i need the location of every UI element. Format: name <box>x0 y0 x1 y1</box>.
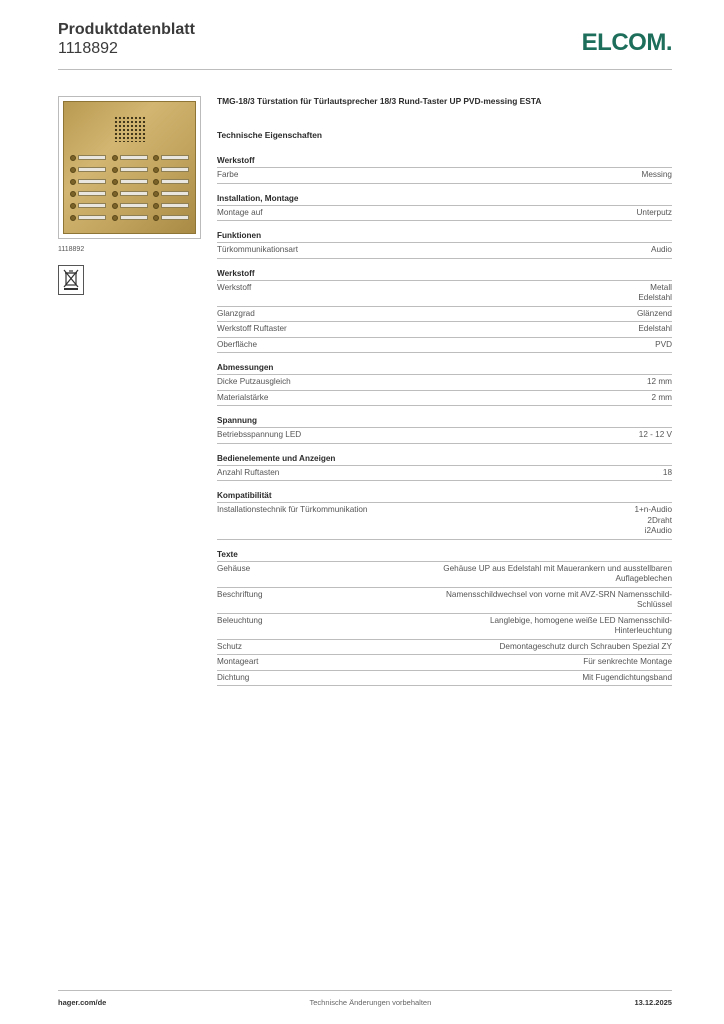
name-plate <box>120 167 148 172</box>
texte-section <box>217 550 672 687</box>
property-value-line: 12 mm <box>646 377 672 386</box>
property-value <box>638 324 672 335</box>
texte-label: Montageart <box>217 657 259 666</box>
texte-value-line: Hinterleuchtung <box>614 626 672 635</box>
round-button-icon <box>153 179 159 185</box>
texte-value-line: Schlüssel <box>636 600 672 609</box>
call-button-row <box>70 154 189 161</box>
section-title: Installation, Montage <box>217 194 672 206</box>
name-plate <box>78 167 106 172</box>
product-title: TMG-18/3 Türstation für Türlautsprecher 18/3 Rund-Taster UP PVD-messing ESTA <box>217 96 542 106</box>
name-plate <box>161 179 189 184</box>
round-button-icon <box>153 215 159 221</box>
name-plate <box>78 155 106 160</box>
property-value <box>642 170 673 181</box>
technical-properties-heading: Technische Eigenschaften <box>217 130 323 140</box>
call-button-row <box>70 190 189 197</box>
call-button <box>153 178 189 185</box>
call-button <box>112 214 148 221</box>
property-value <box>638 283 672 304</box>
texte-label: Schutz <box>217 641 243 651</box>
call-button <box>70 214 106 221</box>
round-button-icon <box>70 179 76 185</box>
texte-value <box>372 590 672 611</box>
section-title: Kompatibilität <box>217 491 672 503</box>
name-plate <box>78 191 106 196</box>
call-button-row <box>70 166 189 173</box>
round-button-icon <box>153 167 159 173</box>
property-value <box>639 430 672 441</box>
property-label: Glanzgrad <box>217 308 255 318</box>
property-label: Werkstoff <box>217 282 252 292</box>
property-section <box>217 454 672 482</box>
texte-value-line: Gehäuse UP aus Edelstahl mit Mauerankern und ausstellbaren <box>443 563 672 573</box>
section-title: Funktionen <box>217 231 672 243</box>
property-label: Farbe <box>217 170 239 179</box>
door-station-plate <box>63 101 196 234</box>
property-value <box>647 377 672 388</box>
texte-value <box>372 616 672 637</box>
name-plate <box>161 155 189 160</box>
texte-value <box>372 657 672 668</box>
round-button-icon <box>70 155 76 161</box>
property-sections <box>217 156 672 540</box>
page-footer <box>58 990 672 1007</box>
property-value-line: Edelstahl <box>638 293 672 302</box>
property-value-line: Metall <box>650 282 672 292</box>
name-plate <box>120 179 148 184</box>
name-plate <box>161 167 189 172</box>
name-plate <box>78 215 106 220</box>
round-button-icon <box>70 191 76 197</box>
section-title: Werkstoff <box>217 156 672 168</box>
property-section <box>217 363 672 406</box>
property-section <box>217 231 672 259</box>
texte-row <box>217 588 672 614</box>
texte-row <box>217 640 672 656</box>
call-button-row <box>70 214 189 221</box>
property-section <box>217 156 672 184</box>
call-button <box>112 190 148 197</box>
property-section <box>217 491 672 540</box>
property-value-line: Unterputz <box>636 207 672 217</box>
texte-value-line: Auflageblechen <box>615 574 672 583</box>
property-value <box>634 505 672 537</box>
texte-label: Beschriftung <box>217 589 263 599</box>
call-button <box>70 202 106 209</box>
texte-row <box>217 614 672 640</box>
page-header <box>58 20 672 70</box>
call-button <box>153 190 189 197</box>
texte-value-line: Demontageschutz durch Schrauben Spezial ZY <box>499 641 672 651</box>
property-label: Installationstechnik für Türkommunikation <box>217 505 368 514</box>
texte-value-line: Mit Fugendichtungsband <box>582 672 672 682</box>
product-image-column <box>58 96 201 295</box>
property-row <box>217 375 672 391</box>
elcom-logo: ELCOM. <box>581 29 672 56</box>
section-title: Abmessungen <box>217 363 672 375</box>
texte-label: Dichtung <box>217 672 250 682</box>
property-value <box>663 468 672 479</box>
texte-value <box>372 642 672 653</box>
name-plate <box>120 155 148 160</box>
call-button <box>70 178 106 185</box>
call-button <box>153 154 189 161</box>
document-title: Produktdatenblatt <box>58 21 195 38</box>
round-button-icon <box>112 179 118 185</box>
round-button-icon <box>112 215 118 221</box>
property-row <box>217 391 672 407</box>
document-number: 1118892 <box>58 40 118 57</box>
product-photo <box>58 96 201 239</box>
property-row <box>217 206 672 222</box>
property-value <box>652 393 672 404</box>
name-plate <box>120 215 148 220</box>
section-title: Texte <box>217 550 672 562</box>
property-label: Betriebsspannung LED <box>217 430 302 439</box>
property-value-line: 2 mm <box>651 392 672 402</box>
call-button-row <box>70 178 189 185</box>
name-plate <box>161 215 189 220</box>
property-label: Anzahl Ruftasten <box>217 467 280 477</box>
property-row <box>217 307 672 323</box>
property-row <box>217 243 672 259</box>
property-value <box>637 208 673 219</box>
photo-caption: 1118892 <box>58 246 85 253</box>
property-value-line: i2Audio <box>644 526 672 535</box>
name-plate <box>78 203 106 208</box>
property-value-line: PVD <box>655 339 672 349</box>
section-title: Bedienelemente und Anzeigen <box>217 454 672 466</box>
property-row <box>217 503 672 540</box>
property-label: Oberfläche <box>217 339 258 349</box>
property-label: Montage auf <box>217 207 263 217</box>
texte-value-line: Langlebige, homogene weiße LED Namensschild- <box>489 615 672 625</box>
product-details <box>217 96 672 696</box>
call-button-row <box>70 202 189 209</box>
property-label: Dicke Putzausgleich <box>217 377 291 386</box>
texte-label: Gehäuse <box>217 563 251 573</box>
property-value-line: 2Draht <box>647 515 672 525</box>
property-label: Türkommunikationsart <box>217 245 298 254</box>
call-button <box>70 166 106 173</box>
call-button <box>70 190 106 197</box>
property-value-line: Audio <box>651 245 672 254</box>
property-value-line: Glänzend <box>636 308 672 318</box>
property-section <box>217 269 672 354</box>
round-button-icon <box>153 203 159 209</box>
texte-value-line: Namensschildwechsel von vorne mit AVZ-SRN Namensschild- <box>446 589 672 599</box>
speaker-grille <box>114 116 146 142</box>
section-title: Werkstoff <box>217 269 672 281</box>
property-row <box>217 168 672 184</box>
property-value <box>637 309 672 320</box>
property-value-line: 12 - 12 V <box>638 430 672 439</box>
weee-crossed-bin-icon <box>58 265 84 295</box>
round-button-icon <box>70 215 76 221</box>
footer-disclaimer: Technische Änderungen vorbehalten <box>309 998 432 1007</box>
property-label: Materialstärke <box>217 392 269 402</box>
call-button <box>153 166 189 173</box>
name-plate <box>161 203 189 208</box>
call-button <box>70 154 106 161</box>
property-section <box>217 194 672 222</box>
property-section <box>217 416 672 444</box>
property-value-line: 1+n-Audio <box>634 505 672 514</box>
property-value-line: 18 <box>662 467 672 477</box>
property-value <box>655 340 672 351</box>
texte-label: Beleuchtung <box>217 615 263 625</box>
round-button-icon <box>70 203 76 209</box>
name-plate <box>120 203 148 208</box>
section-title: Spannung <box>217 416 672 428</box>
round-button-icon <box>70 167 76 173</box>
texte-row <box>217 671 672 687</box>
texte-value-line: Für senkrechte Montage <box>583 657 672 666</box>
name-plate <box>78 179 106 184</box>
footer-date: 13.12.2025 <box>634 998 672 1007</box>
footer-website: hager.com/de <box>58 998 107 1007</box>
round-button-icon <box>153 191 159 197</box>
call-button <box>112 154 148 161</box>
round-button-icon <box>112 155 118 161</box>
call-button <box>153 214 189 221</box>
round-button-icon <box>153 155 159 161</box>
property-row <box>217 338 672 354</box>
round-button-icon <box>112 167 118 173</box>
property-value <box>651 245 672 256</box>
property-row <box>217 466 672 482</box>
name-plate <box>161 191 189 196</box>
round-button-icon <box>112 203 118 209</box>
texte-row <box>217 655 672 671</box>
texte-row <box>217 562 672 588</box>
call-button <box>153 202 189 209</box>
name-plate <box>120 191 148 196</box>
property-value-line: Edelstahl <box>638 324 672 333</box>
texte-value <box>372 673 672 684</box>
call-button <box>112 202 148 209</box>
property-row <box>217 281 672 307</box>
call-button <box>112 178 148 185</box>
property-row <box>217 322 672 338</box>
property-label: Werkstoff Ruftaster <box>217 324 287 333</box>
property-row <box>217 428 672 444</box>
texte-value <box>372 564 672 585</box>
call-button <box>112 166 148 173</box>
round-button-icon <box>112 191 118 197</box>
property-value-line: Messing <box>641 170 672 179</box>
